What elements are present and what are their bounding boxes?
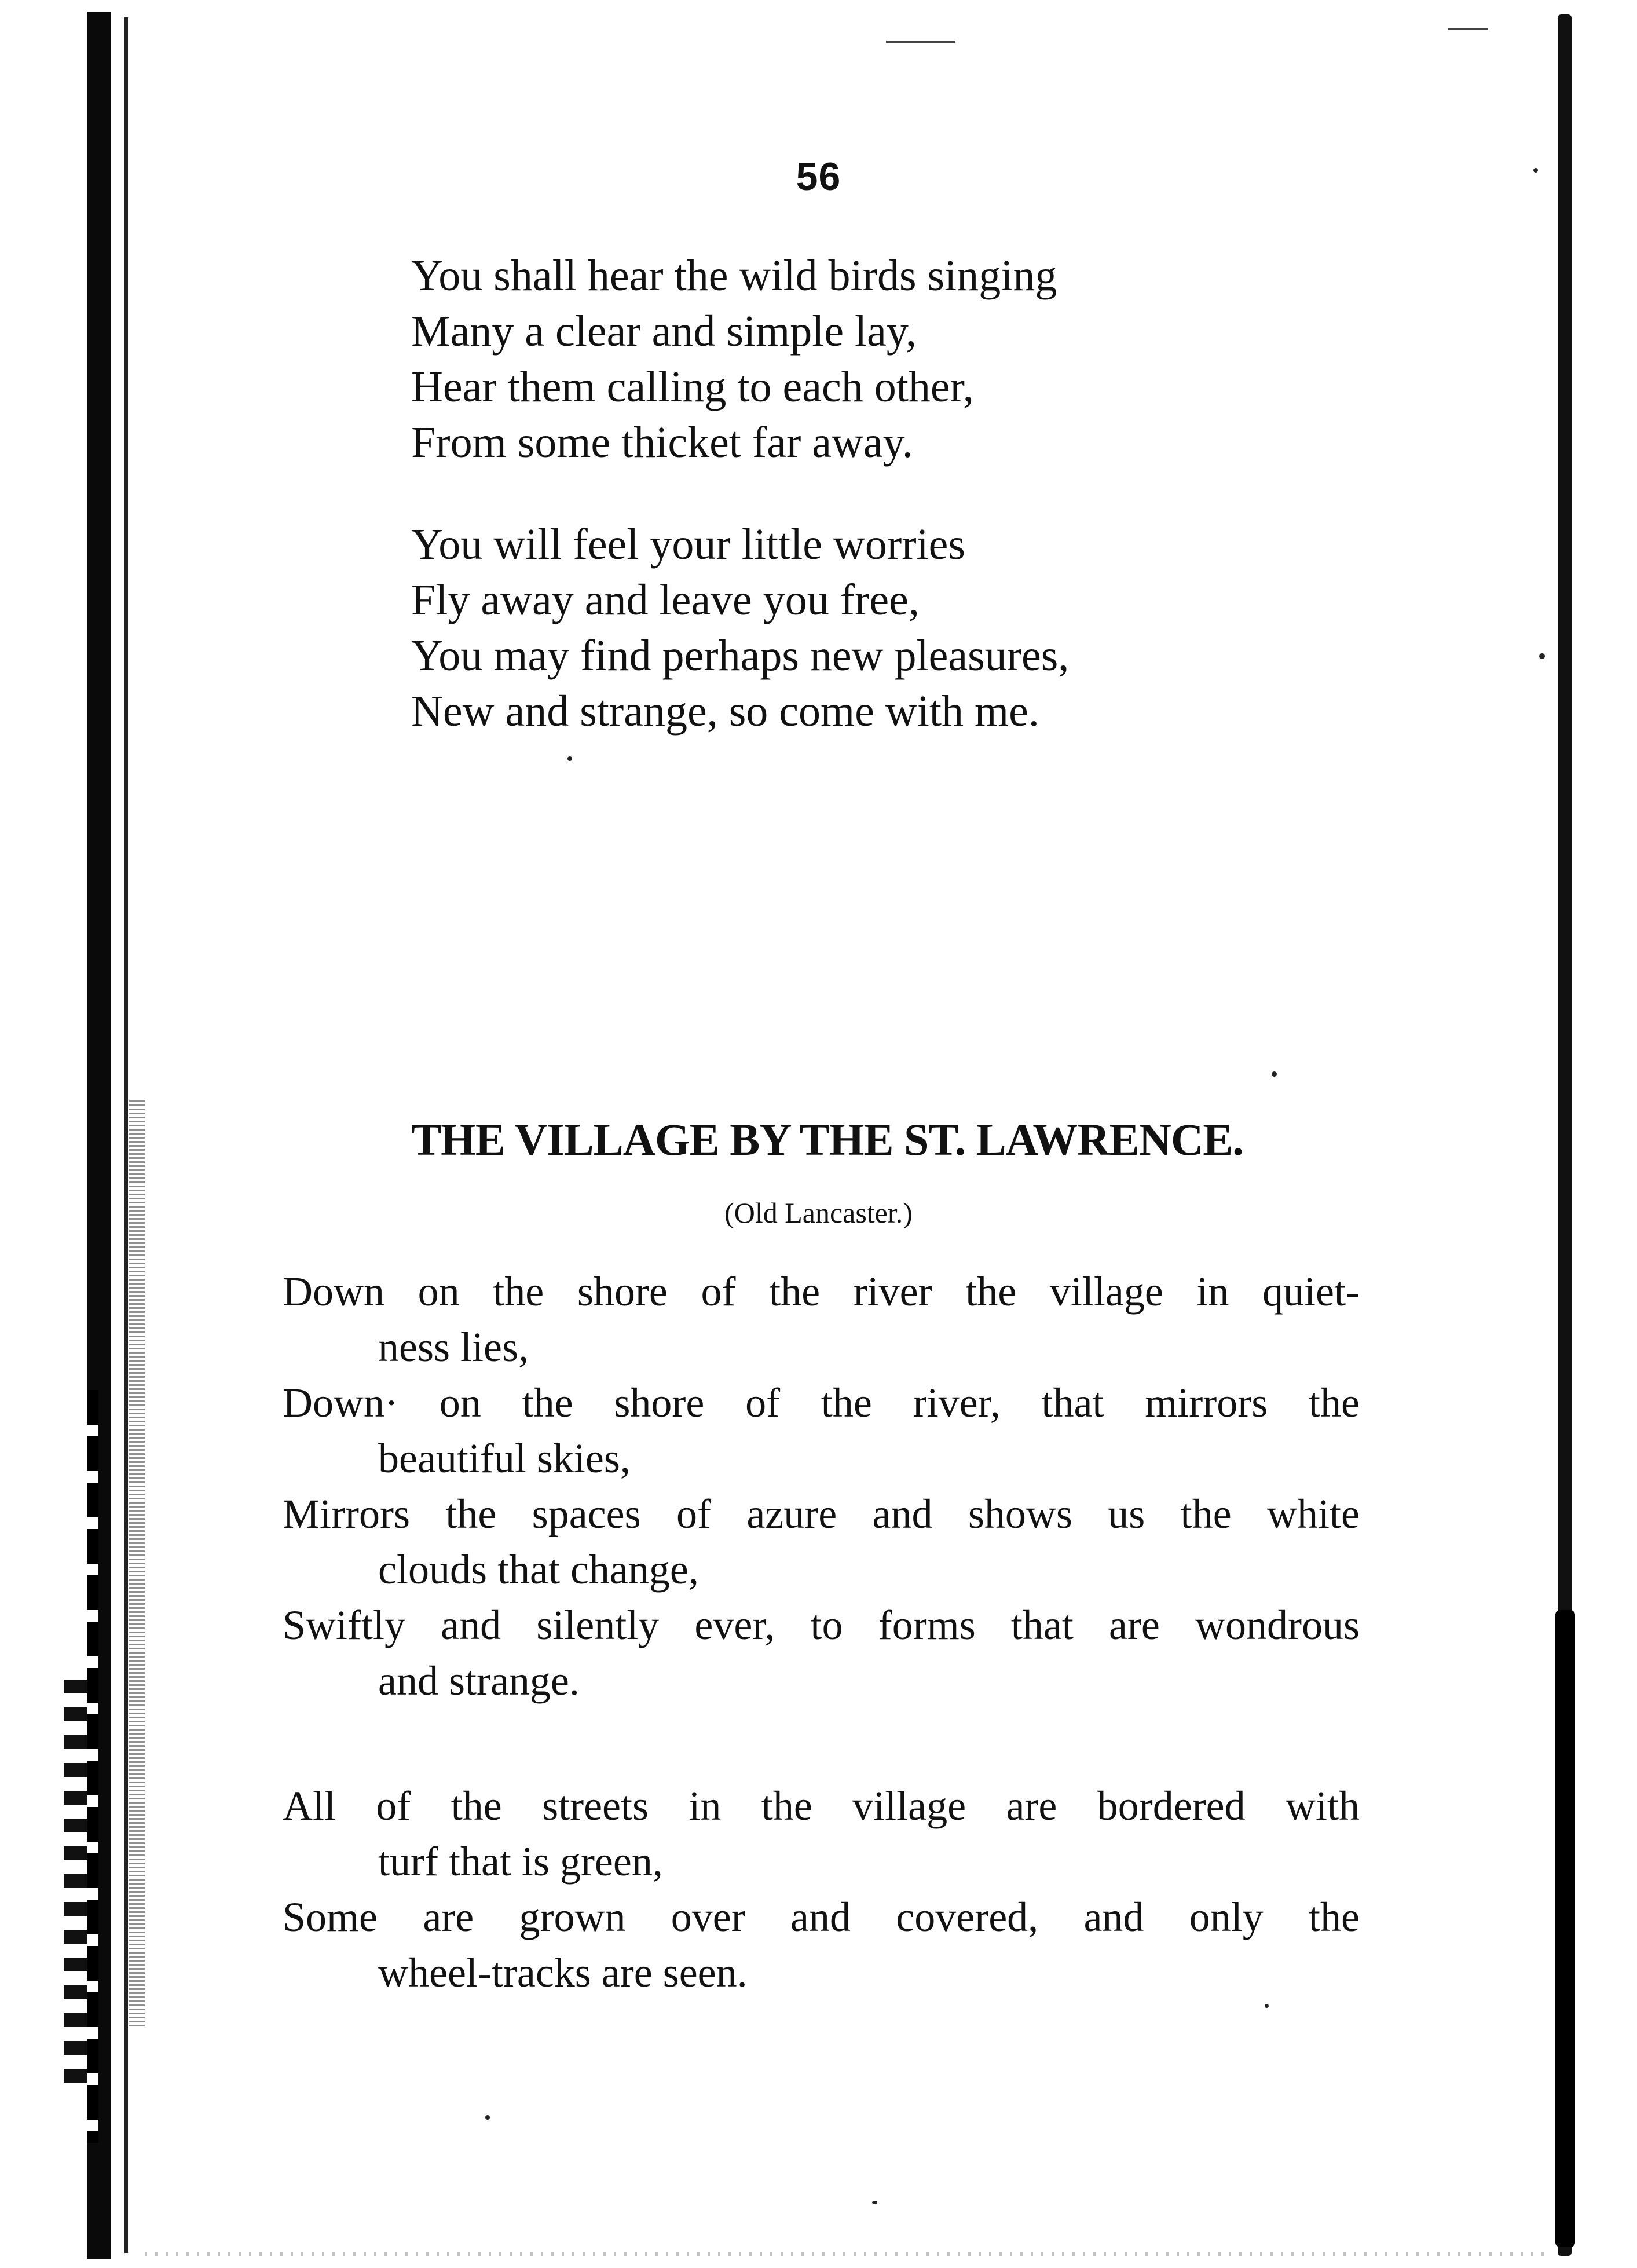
verse (283, 1778, 1360, 1889)
verse-line: Mirrors the spaces of azure and shows us the white (283, 1491, 1360, 1537)
scan-noise-bottom (145, 2252, 1546, 2256)
verse-continuation: clouds that change, (378, 1546, 699, 1593)
scan-speck (872, 2201, 877, 2204)
verse-line: Down on the shore of the river the village in quiet- (283, 1268, 1360, 1315)
scan-binding-edge-right-lower (1555, 1610, 1575, 2247)
verse (283, 1486, 1360, 1597)
verse (283, 1889, 1360, 2000)
scan-speck (1539, 653, 1545, 659)
scan-speck (567, 756, 572, 761)
verse-line: Many a clear and simple lay, (411, 307, 917, 356)
scan-dashes-left (64, 1680, 87, 2085)
scan-noise-left (129, 1100, 145, 2027)
verse-continuation: and strange. (378, 1658, 580, 1704)
scan-speck (485, 2115, 490, 2120)
stanza (411, 248, 1222, 470)
poem-title: THE VILLAGE BY THE ST. LAWRENCE. (411, 1114, 1243, 1165)
verse-line: New and strange, so come with me. (411, 687, 1039, 736)
verse-line: Hear them calling to each other, (411, 363, 974, 411)
verse-line: Down· on the shore of the river, that mirrors the (283, 1380, 1360, 1426)
verse-line: Swiftly and silently ever, to forms that are wondrous (283, 1602, 1360, 1648)
verse-line: All of the streets in the village are bordered with (283, 1783, 1360, 1829)
verse-continuation: beautiful skies, (378, 1435, 631, 1481)
stanza (411, 517, 1222, 739)
poem-subtitle: (Old Lancaster.) (724, 1197, 913, 1229)
verse-continuation: wheel-tracks are seen. (378, 1949, 748, 1996)
verse (283, 1264, 1360, 1375)
verse-line: You will feel your little worries (411, 520, 965, 569)
poem-stanza (283, 1778, 1360, 2000)
verse-line: Some are grown over and covered, and only the (283, 1894, 1360, 1940)
scan-mark-top (886, 41, 955, 43)
verse-line: You shall hear the wild birds singing (411, 251, 1057, 300)
verse-continuation: ness lies, (378, 1324, 529, 1370)
scan-mark-top-right (1448, 28, 1488, 30)
scan-speck (1265, 2004, 1269, 2008)
page-number: 56 (796, 155, 841, 199)
scan-dashes-left-inner (87, 1390, 98, 2143)
verse (283, 1597, 1360, 1709)
verse-line: You may find perhaps new pleasures, (411, 631, 1070, 680)
verse (283, 1375, 1360, 1486)
verse-line: From some thicket far away. (411, 418, 913, 467)
scan-speck (1272, 1071, 1277, 1077)
verse-line: Fly away and leave you free, (411, 576, 920, 624)
verse-continuation: turf that is green, (378, 1838, 663, 1885)
poem-stanza (283, 1264, 1360, 1709)
